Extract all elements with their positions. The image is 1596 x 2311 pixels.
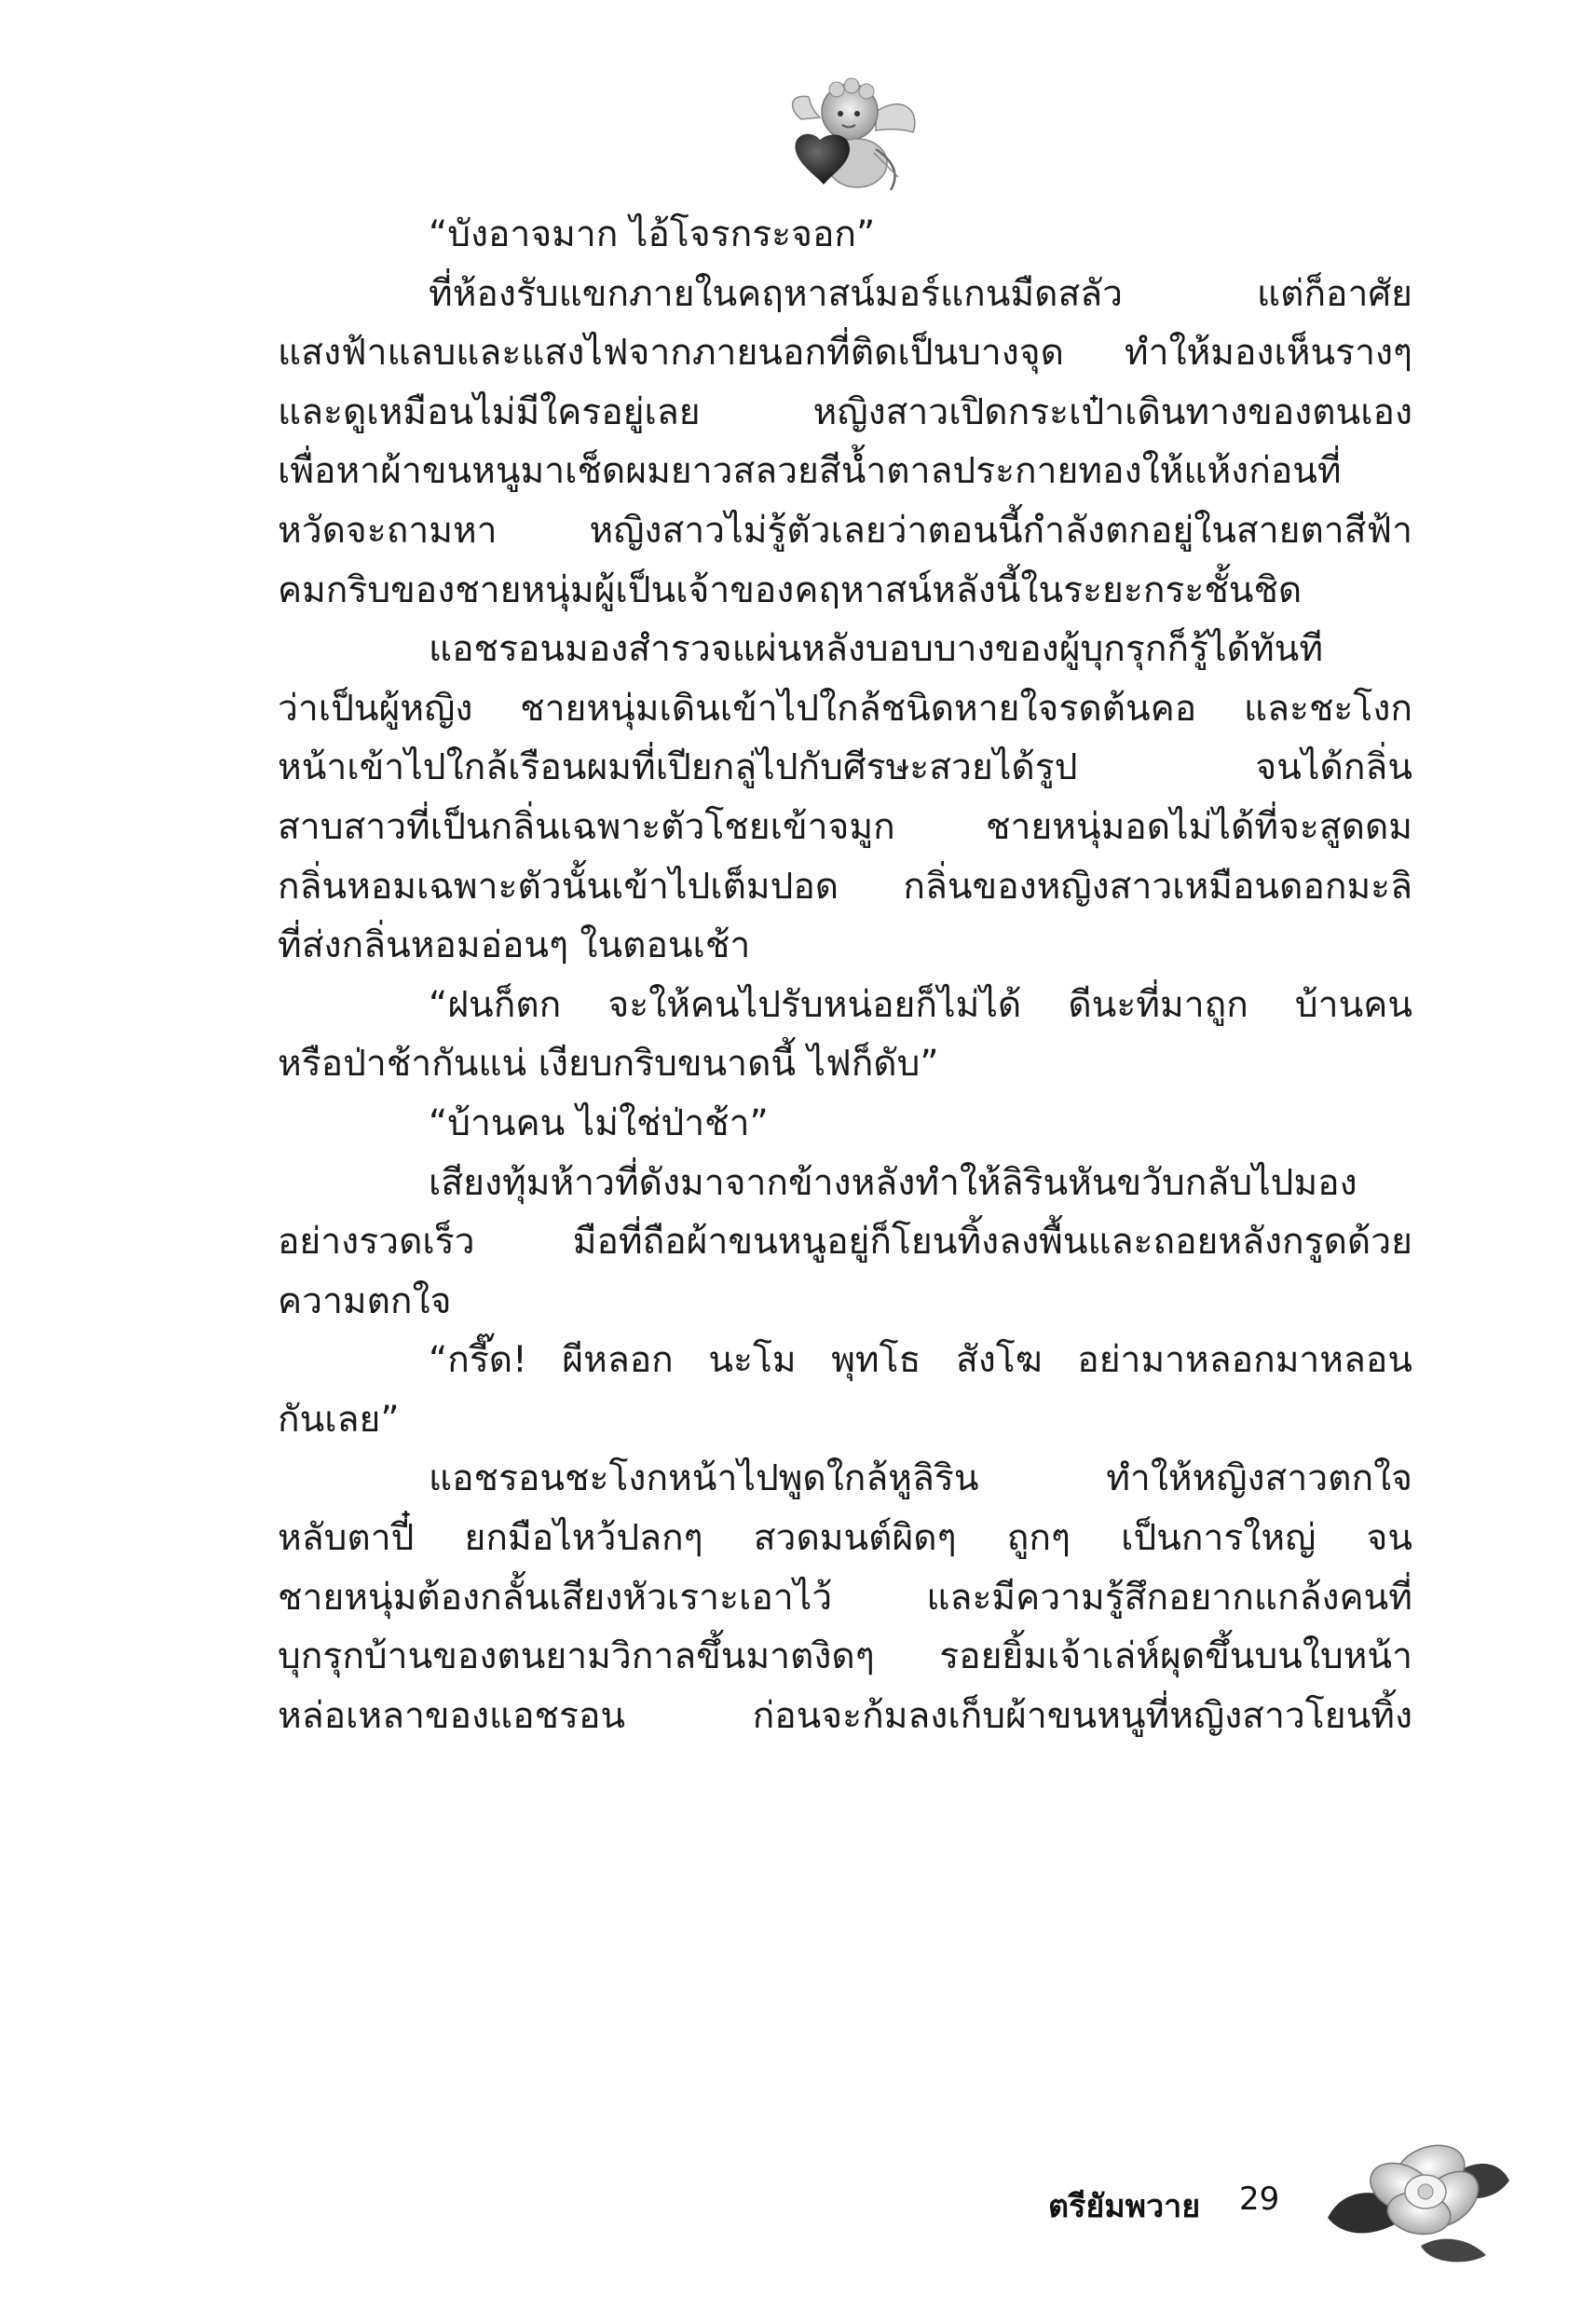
body-text [278,205,1412,1745]
text-line: “บ้านคน ไม่ใช่ป่าช้า” [429,1101,769,1144]
text-line: อย่างรวดเร็ว มือที่ถือผ้าขนหนูอยู่ก็โยนทิ้งลงพื้นและถอยหลังกรูดด้วย [278,1221,1412,1264]
text-line: หน้าเข้าไปใกล้เรือนผมที่เปียกลู่ไปกับศีรษะสวยได้รูป จนได้กลิ่น [278,746,1412,789]
text-line: หวัดจะถามหา หญิงสาวไม่รู้ตัวเลยว่าตอนนี้กำลังตกอยู่ในสายตาสีฟ้า [278,509,1412,552]
page-number: 29 [1239,2181,1280,2218]
text-line: คมกริบของชายหนุ่มผู้เป็นเจ้าของคฤหาสน์หลังนี้ในระยะกระชั้นชิด [278,568,1303,611]
text-line: บุกรุกบ้านของตนยามวิกาลขึ้นมาตงิดๆ รอยยิ้มเจ้าเล่ห์ผุดขึ้นบนใบหน้า [278,1635,1412,1678]
flower-icon [1309,2115,1523,2269]
text-line: แอชรอนชะโงกหน้าไปพูดใกล้หูลิริน ทำให้หญิงสาวตกใจ [429,1457,1412,1500]
text-line: ความตกใจ [278,1279,452,1322]
text-line: สาบสาวที่เป็นกลิ่นเฉพาะตัวโชยเข้าจมูก ชายหนุ่มอดไม่ได้ที่จะสูดดม [278,805,1412,848]
text-line: เพื่อหาผ้าขนหนูมาเช็ดผมยาวสลวยสีน้ำตาลประกายทองให้แห้งก่อนที่ [278,450,1342,493]
text-line: หล่อเหลาของแอชรอน ก่อนจะก้มลงเก็บผ้าขนหนูที่หญิงสาวโยนทิ้ง [278,1694,1412,1737]
text-line: “กรี๊ด! ผีหลอก นะโม พุทโธ สังโฆ อย่ามาหลอกมาหลอน [429,1339,1412,1382]
text-line: ชายหนุ่มต้องกลั้นเสียงหัวเราะเอาไว้ และมีความรู้สึกอยากแกล้งคนที่ [278,1576,1412,1619]
text-line: ว่าเป็นผู้หญิง ชายหนุ่มเดินเข้าไปใกล้ชนิดหายใจรดต้นคอ และชะโงก [278,687,1412,730]
text-line: “บังอาจมาก ไอ้โจรกระจอก” [429,213,876,255]
text-line: ที่ห้องรับแขกภายในคฤหาสน์มอร์แกนมืดสลัว แต่ก็อาศัย [429,272,1412,315]
footer-book-title: ตรียัมพวาย [1048,2188,1201,2225]
text-line: “ฝนก็ตก จะให้คนไปรับหน่อยก็ไม่ได้ ดีนะที่มาถูก บ้านคน [429,983,1412,1026]
text-line: แสงฟ้าแลบและแสงไฟจากภายนอกที่ติดเป็นบางจุด ทำให้มองเห็นรางๆ [278,332,1412,375]
text-line: กลิ่นหอมเฉพาะตัวนั้นเข้าไปเต็มปอด กลิ่นของหญิงสาวเหมือนดอกมะลิ [278,865,1412,908]
cupid-with-heart-icon [783,75,922,196]
text-line: เสียงทุ้มห้าวที่ดังมาจากข้างหลังทำให้ลิรินหันขวับกลับไปมอง [429,1161,1357,1204]
text-line: ที่ส่งกลิ่นหอมอ่อนๆ ในตอนเช้า [278,924,751,967]
text-line: หลับตาปี๋ ยกมือไหว้ปลกๆ สวดมนต์ผิดๆ ถูกๆ เป็นการใหญ่ จน [278,1517,1412,1560]
text-line: กันเลย” [278,1398,400,1441]
text-line: และดูเหมือนไม่มีใครอยู่เลย หญิงสาวเปิดกระเป๋าเดินทางของตนเอง [278,390,1412,433]
text-line: หรือป่าช้ากันแน่ เงียบกริบขนาดนี้ ไฟก็ดับ” [278,1043,939,1086]
text-line: แอชรอนมองสำรวจแผ่นหลังบอบบางของผู้บุกรุกก็รู้ได้ทันที [429,628,1324,671]
